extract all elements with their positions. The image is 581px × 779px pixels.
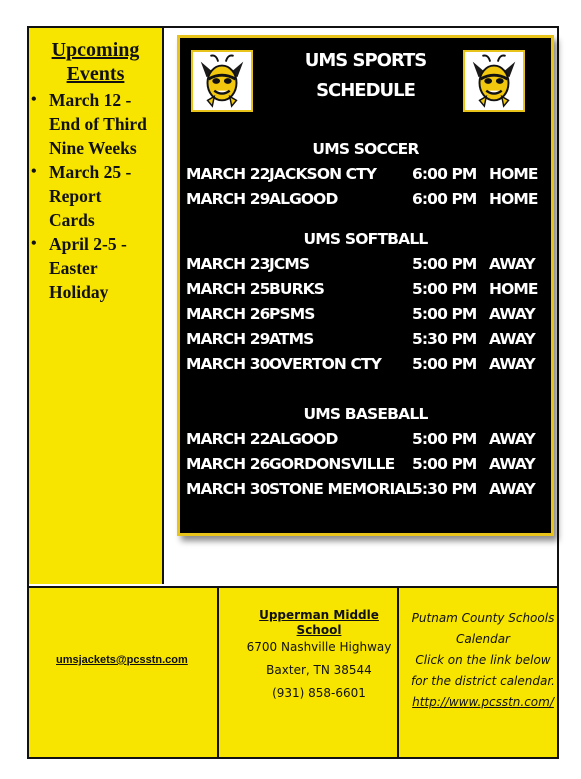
game-opponent: STONE MEMORIAL bbox=[269, 480, 415, 498]
school-phone: (931) 858-6601 bbox=[272, 686, 366, 700]
event-line: Easter bbox=[49, 258, 98, 278]
game-opponent: PSMS bbox=[269, 305, 315, 323]
game-location: AWAY bbox=[489, 430, 535, 448]
game-date: MARCH 30 bbox=[186, 480, 270, 498]
footer bbox=[29, 586, 557, 757]
game-date: MARCH 22 bbox=[186, 165, 270, 183]
game-location: AWAY bbox=[489, 330, 535, 348]
event-line: End of Third bbox=[49, 114, 147, 134]
game-opponent: GORDONSVILLE bbox=[269, 455, 395, 473]
school-city: Baxter, TN 38544 bbox=[266, 663, 372, 677]
section-title-softball: UMS SOFTBALL bbox=[303, 230, 428, 248]
game-location: AWAY bbox=[489, 455, 535, 473]
game-date: MARCH 29 bbox=[186, 330, 270, 348]
email-link[interactable]: umsjackets@pcsstn.com bbox=[56, 654, 188, 666]
game-location: HOME bbox=[489, 280, 538, 298]
event-line: Report bbox=[49, 186, 102, 206]
school-name-line: School bbox=[296, 623, 342, 637]
game-date: MARCH 22 bbox=[186, 430, 270, 448]
game-date: MARCH 26 bbox=[186, 305, 270, 323]
game-date: MARCH 26 bbox=[186, 455, 270, 473]
game-opponent: ALGOOD bbox=[269, 190, 338, 208]
game-location: AWAY bbox=[489, 355, 535, 373]
game-location: AWAY bbox=[489, 255, 535, 273]
schedule-row bbox=[180, 255, 551, 277]
game-opponent: OVERTON CTY bbox=[269, 355, 381, 373]
schedule-row bbox=[180, 280, 551, 302]
calendar-line: Calendar bbox=[456, 632, 510, 646]
game-time: 5:30 PM bbox=[412, 330, 477, 348]
game-opponent: ALGOOD bbox=[269, 430, 338, 448]
game-time: 5:00 PM bbox=[412, 255, 477, 273]
section-title-baseball: UMS BASEBALL bbox=[303, 405, 428, 423]
game-time: 6:00 PM bbox=[412, 190, 477, 208]
game-date: MARCH 30 bbox=[186, 355, 270, 373]
game-location: AWAY bbox=[489, 480, 535, 498]
schedule-row bbox=[180, 480, 551, 502]
event-line: Cards bbox=[49, 210, 95, 230]
district-calendar bbox=[403, 608, 563, 713]
schedule-title-line-2: SCHEDULE bbox=[316, 80, 415, 101]
event-line: Holiday bbox=[49, 282, 109, 302]
heading-line-2: Events bbox=[66, 63, 125, 85]
game-time: 5:00 PM bbox=[412, 280, 477, 298]
schedule-title-line-1: UMS SPORTS bbox=[304, 50, 427, 71]
schedule-row bbox=[180, 305, 551, 327]
game-date: MARCH 25 bbox=[186, 280, 270, 298]
game-location: AWAY bbox=[489, 305, 535, 323]
calendar-line: for the district calendar. bbox=[410, 674, 555, 688]
events-list bbox=[29, 88, 162, 304]
event-item bbox=[49, 160, 162, 232]
event-line: April 2-5 - bbox=[49, 234, 127, 254]
school-name-line: Upperman Middle bbox=[259, 608, 379, 622]
game-date: MARCH 29 bbox=[186, 190, 270, 208]
game-location: HOME bbox=[489, 165, 538, 183]
game-opponent: ATMS bbox=[269, 330, 314, 348]
game-time: 5:00 PM bbox=[412, 355, 477, 373]
event-line: March 25 - bbox=[49, 162, 132, 182]
school-address: 6700 Nashville Highway bbox=[246, 640, 392, 654]
game-opponent: BURKS bbox=[269, 280, 325, 298]
game-time: 5:00 PM bbox=[412, 430, 477, 448]
calendar-line: Click on the link below bbox=[415, 653, 551, 667]
schedule-row bbox=[180, 330, 551, 352]
schedule-row bbox=[180, 355, 551, 377]
schedule-row bbox=[180, 430, 551, 452]
school-name[interactable] bbox=[221, 608, 417, 638]
upcoming-events-sidebar bbox=[29, 28, 164, 584]
event-item bbox=[49, 232, 162, 304]
game-time: 6:00 PM bbox=[412, 165, 477, 183]
footer-divider bbox=[217, 588, 219, 757]
game-time: 5:30 PM bbox=[412, 480, 477, 498]
event-item bbox=[49, 88, 162, 160]
game-time: 5:00 PM bbox=[412, 455, 477, 473]
game-time: 5:00 PM bbox=[412, 305, 477, 323]
upcoming-events-heading bbox=[29, 38, 162, 86]
game-date: MARCH 23 bbox=[186, 255, 270, 273]
schedule-row bbox=[180, 165, 551, 187]
school-contact bbox=[221, 608, 417, 703]
calendar-line: Putnam County Schools bbox=[411, 611, 555, 625]
event-line: March 12 - bbox=[49, 90, 132, 110]
game-location: HOME bbox=[489, 190, 538, 208]
event-line: Nine Weeks bbox=[49, 138, 137, 158]
heading-line-1: Upcoming bbox=[51, 39, 140, 61]
game-opponent: JACKSON CTY bbox=[269, 165, 377, 183]
section-title-soccer: UMS SOCCER bbox=[312, 140, 419, 158]
district-calendar-link[interactable]: http://www.pcsstn.com/ bbox=[412, 695, 554, 709]
game-opponent: JCMS bbox=[269, 255, 310, 273]
schedule-row bbox=[180, 190, 551, 212]
schedule-row bbox=[180, 455, 551, 477]
sports-schedule-panel bbox=[177, 35, 554, 536]
